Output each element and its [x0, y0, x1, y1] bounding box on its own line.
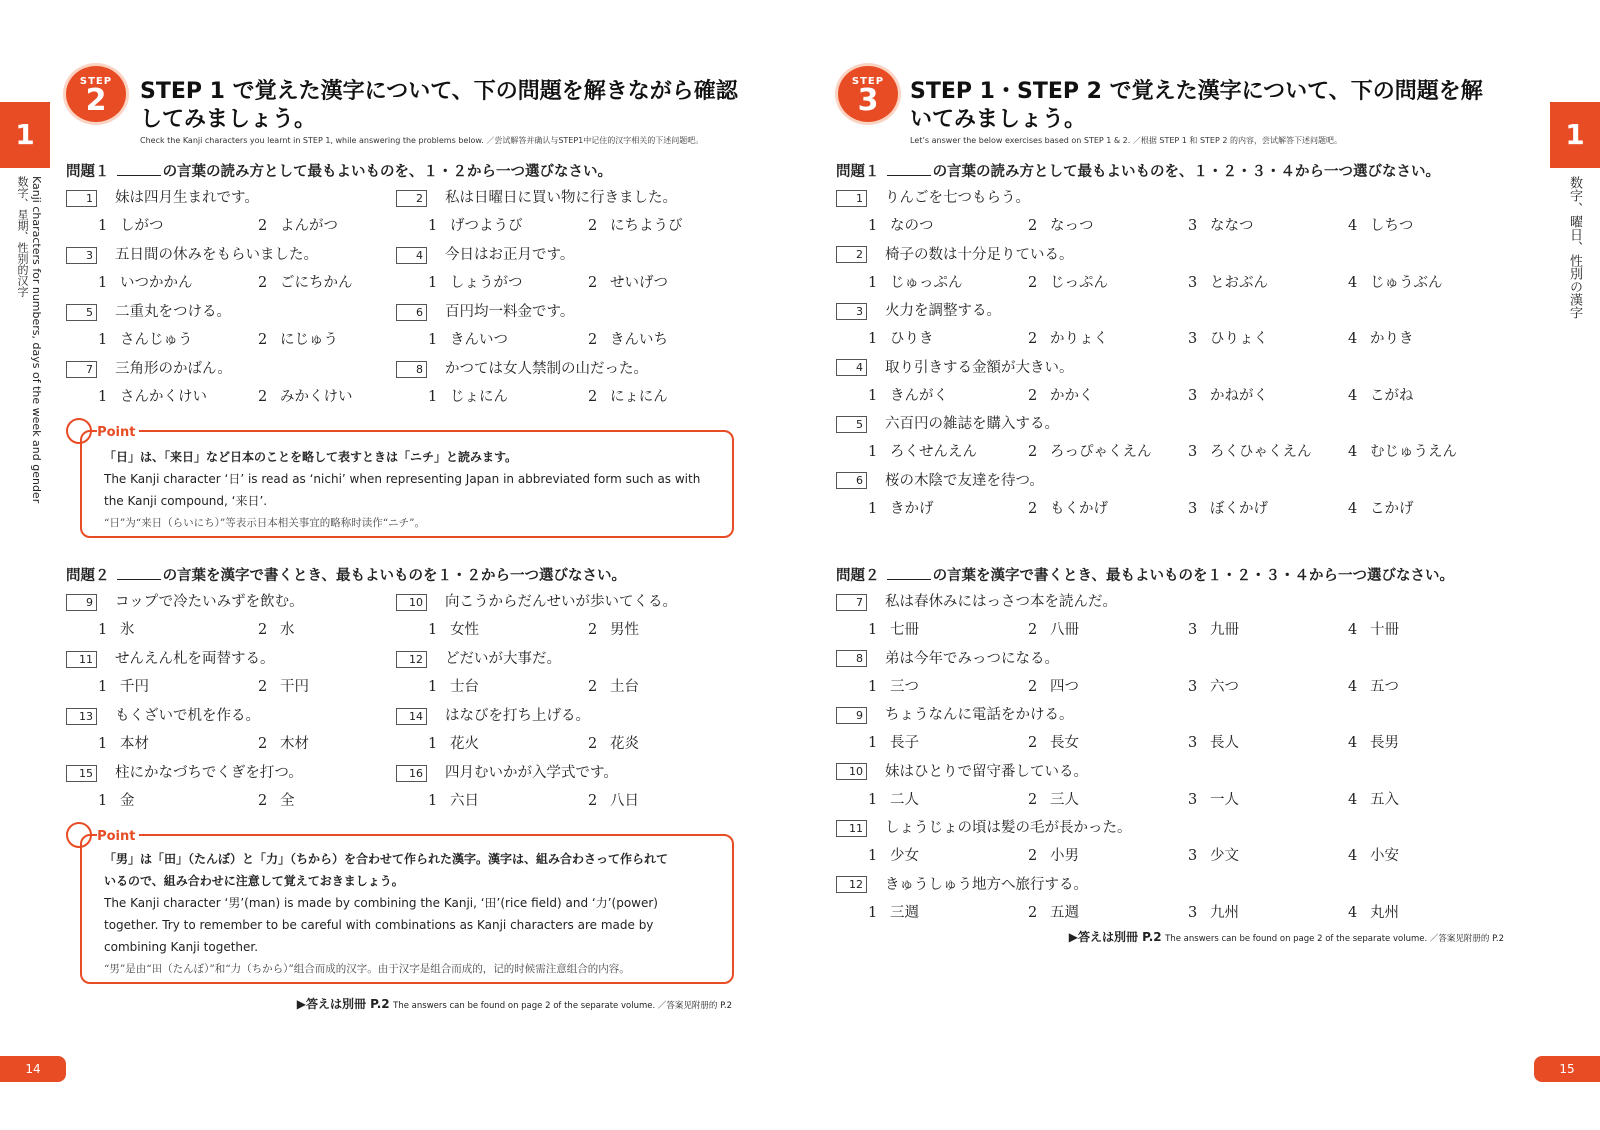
option-2: 2 にょにん [588, 389, 668, 405]
option-text: いつかかん [120, 275, 193, 291]
option-text: にょにん [610, 389, 668, 405]
option-text: きんいつ [450, 332, 508, 348]
option-1: 1 さんかくけい [98, 389, 207, 405]
question-item [396, 243, 574, 264]
option-text: 八日 [610, 793, 639, 809]
option-2: 2 せいげつ [588, 275, 668, 291]
option-3: 3 かねがく [1188, 387, 1268, 404]
question-number: 11 [836, 820, 867, 837]
option-2: 2 よんがつ [258, 218, 338, 234]
question-number: 6 [836, 472, 867, 489]
option-4: 4 こかげ [1348, 500, 1414, 517]
option-2: 2 水 [258, 622, 295, 638]
option-2: 2 八日 [588, 793, 639, 809]
option-1: 1 六日 [428, 793, 479, 809]
option-2: 2 もくかげ [1028, 500, 1108, 517]
question-item [836, 760, 1088, 781]
page-subtitle-right: Let’s answer the below exercises based on STEP 1 & 2. ／根据 STEP 1 和 STEP 2 的内容，尝试解答下述问题吧。 [910, 136, 1342, 145]
option-text: 丸州 [1370, 904, 1399, 921]
option-text: 干円 [280, 679, 309, 695]
answer-options [98, 675, 309, 696]
question-number: 1 [836, 190, 867, 207]
question-list-2 [66, 590, 746, 815]
question-number: 16 [396, 765, 427, 782]
option-1: 1 きんいつ [428, 332, 508, 348]
question-sentence: もくざいで机を作る。 [115, 708, 260, 724]
question-sentence: はなびを打ち上げる。 [445, 708, 590, 724]
option-2: 2 全 [258, 793, 295, 809]
question-sentence: 二重丸をつける。 [115, 304, 231, 320]
option-text: ななつ [1210, 218, 1254, 234]
question-sentence: 百円均一料金です。 [445, 304, 575, 320]
question-sentence: 火力を調整する。 [885, 303, 1001, 319]
option-text: 女性 [450, 622, 479, 638]
option-text: しがつ [120, 218, 164, 234]
answer-options [98, 789, 295, 810]
question-number: 2 [396, 190, 427, 207]
question-sentence: 私は春休みにはっさつ本を読んだ。 [885, 594, 1117, 610]
option-text: 小男 [1050, 848, 1079, 864]
option-text: じゅっぷん [890, 274, 963, 291]
option-text: さんかくけい [120, 389, 207, 405]
question-number: 10 [396, 594, 427, 611]
option-2: 2 ろっぴゃくえん [1028, 444, 1152, 460]
question-sentence: きゅうしゅう地方へ旅行する。 [885, 876, 1088, 893]
option-text: 木材 [280, 736, 309, 752]
step-badge: STEP 2 [66, 66, 126, 122]
question-item [66, 186, 259, 207]
option-1: 1 金 [98, 793, 135, 809]
question-item [66, 647, 275, 668]
option-2: 2 長女 [1028, 735, 1079, 751]
question-item [836, 590, 1117, 611]
option-text: かりょく [1050, 331, 1108, 347]
option-1: 1 三週 [868, 904, 919, 921]
chapter-tab: 1 [0, 102, 50, 168]
question-item [396, 647, 561, 668]
option-4: 4 丸州 [1348, 904, 1399, 921]
option-2: 2 八冊 [1028, 622, 1079, 638]
question-item [66, 243, 318, 264]
option-text: じゅうぶん [1370, 274, 1443, 291]
point-badge-1: Point [66, 418, 139, 444]
question-number: 3 [66, 247, 97, 264]
question-sentence: 椅子の数は十分足りている。 [885, 246, 1074, 263]
answer-options [428, 385, 668, 406]
option-text: ひりき [890, 331, 934, 347]
option-text: 五つ [1370, 678, 1399, 695]
step-badge: STEP 3 [838, 66, 898, 122]
question-number: 12 [396, 651, 427, 668]
option-1: 1 きかげ [868, 500, 934, 517]
option-text: 三つ [890, 678, 919, 695]
option-1: 1 長子 [868, 735, 919, 751]
option-1: 1 少女 [868, 848, 919, 864]
question-item [836, 816, 1132, 837]
option-text: よんがつ [280, 218, 338, 234]
question-number: 11 [66, 651, 97, 668]
option-text: 長女 [1050, 735, 1079, 751]
question-number: 5 [836, 416, 867, 433]
option-2: 2 きんいち [588, 332, 668, 348]
question-sentence: 妹は四月生まれです。 [115, 190, 259, 206]
page-number-left: 14 [0, 1056, 66, 1082]
option-4: 4 しちつ [1348, 218, 1414, 234]
option-4: 4 五つ [1348, 678, 1399, 695]
option-4: 4 むじゅうえん [1348, 444, 1457, 460]
option-2: 2 じっぷん [1028, 274, 1108, 291]
option-2: 2 干円 [258, 679, 309, 695]
option-text: とおぶん [1210, 274, 1268, 291]
option-text: 長子 [890, 735, 919, 751]
option-text: もくかげ [1050, 500, 1108, 517]
question-item [66, 300, 231, 321]
option-3: 3 ひりょく [1188, 331, 1268, 347]
question-item [66, 761, 303, 782]
question-sentence: 六百円の雑誌を購入する。 [885, 416, 1059, 432]
answer-options [428, 732, 639, 753]
option-text: 花炎 [610, 736, 639, 752]
question-number: 15 [66, 765, 97, 782]
question-list-4 [836, 590, 1516, 930]
question-number: 9 [66, 594, 97, 611]
option-text: 七冊 [890, 622, 919, 638]
option-1: 1 女性 [428, 622, 479, 638]
option-text: 千円 [120, 679, 149, 695]
point-text-2: 「男」は「田」（たんぼ）と「力」（ちから）を合わせて作られた漢字。漢字は、組み合わさって作られて いるので、組み合わせに注意して覚えておきましょう。 The Kanji character ‘男’(man) is made by combining the Kanji, ‘田’(rice field) and ‘力’(power) together. Try to remember to be careful with combinations as Kanji characters are made by combining Kanji together. “男”是由“田（たんぼ）”和“力（ちから）”组合而成的汉字。由于汉字是组合而成的，记的时候需注意组合的内容。 [104, 852, 669, 975]
option-text: 三週 [890, 904, 919, 921]
question-sentence: 四月むいかが入学式です。 [445, 765, 618, 781]
option-text: 六つ [1210, 678, 1239, 695]
question-number: 8 [396, 361, 427, 378]
answer-options [98, 618, 295, 639]
option-text: きんいち [610, 332, 668, 348]
option-text: さんじゅう [120, 332, 193, 348]
option-2: 2 男性 [588, 622, 639, 638]
question-sentence: 今日はお正月です。 [445, 247, 575, 263]
question-item [396, 300, 574, 321]
option-1: 1 七冊 [868, 622, 919, 638]
option-text: きかげ [890, 500, 934, 517]
option-text: 四つ [1050, 678, 1079, 695]
question-sentence: どだいが大事だ。 [445, 651, 561, 667]
option-text: 二人 [890, 791, 919, 808]
question-heading-1: 問題１ の言葉の読み方として最もよいものを、１・２から一つ選びなさい。 [66, 164, 613, 180]
option-text: 六日 [450, 793, 479, 809]
option-text: 九冊 [1210, 622, 1239, 638]
option-text: にじゅう [280, 332, 338, 348]
option-4: 4 小安 [1348, 848, 1399, 864]
option-3: 3 九州 [1188, 904, 1239, 921]
option-2: 2 にちようび [588, 218, 683, 234]
option-1: 1 げつようび [428, 218, 523, 234]
option-2: 2 小男 [1028, 848, 1079, 864]
option-text: じっぷん [1050, 274, 1108, 291]
option-text: ろっぴゃくえん [1050, 444, 1152, 460]
question-item [836, 356, 1074, 377]
option-1: 1 じゅっぷん [868, 274, 963, 291]
option-1: 1 ろくせんえん [868, 444, 977, 460]
question-item [836, 186, 1030, 207]
question-number: 2 [836, 246, 867, 263]
question-sentence: 三角形のかばん。 [115, 361, 232, 377]
question-item [396, 357, 648, 378]
question-sentence: 弟は今年でみっつになる。 [885, 650, 1059, 667]
option-text: ろくひゃくえん [1210, 444, 1312, 460]
option-1: 1 さんじゅう [98, 332, 193, 348]
option-text: むじゅうえん [1370, 444, 1457, 460]
question-number: 1 [66, 190, 97, 207]
option-text: にちようび [610, 218, 683, 234]
side-text-zh: 数字、星期、性别的汉字 [16, 176, 29, 297]
option-4: 4 じゅうぶん [1348, 274, 1443, 291]
option-text: 全 [280, 793, 295, 809]
question-item [66, 704, 260, 725]
question-item [836, 299, 1001, 320]
option-text: 八冊 [1050, 622, 1079, 638]
option-text: なっつ [1050, 218, 1094, 234]
option-4: 4 十冊 [1348, 622, 1399, 638]
option-1: 1 氷 [98, 622, 135, 638]
question-sentence: 取り引きする金額が大きい。 [885, 359, 1074, 376]
option-text: 水 [280, 622, 295, 638]
question-number: 10 [836, 763, 867, 780]
side-text-right: 数字、曜日、性別の漢字 [1567, 176, 1582, 319]
option-text: しょうがつ [450, 275, 523, 291]
option-text: 九州 [1210, 904, 1239, 921]
option-1: 1 きんがく [868, 387, 948, 404]
question-number: 5 [66, 304, 97, 321]
option-text: かねがく [1210, 387, 1268, 404]
option-text: 金 [120, 793, 135, 809]
question-item [396, 761, 618, 782]
option-text: 小安 [1370, 848, 1399, 864]
question-list-1 [66, 186, 746, 411]
question-number: 7 [66, 361, 97, 378]
answer-reference-left: ▶答えは別冊 P.2 The answers can be found on page 2 of the separate volume. ／答案见附册的 P.2 [296, 997, 732, 1011]
chapter-tab-right: 1 [1550, 102, 1600, 168]
question-heading-2: 問題２ の言葉を漢字で書くとき、最もよいものを１・２から一つ選びなさい。 [66, 568, 626, 584]
question-item [836, 703, 1074, 724]
option-2: 2 土台 [588, 679, 639, 695]
option-2: 2 みかくけい [258, 389, 353, 405]
answer-options [98, 385, 353, 406]
question-item [836, 469, 1044, 490]
question-item [836, 647, 1059, 668]
answer-options [98, 214, 338, 235]
option-text: せいげつ [610, 275, 668, 291]
question-number: 6 [396, 304, 427, 321]
option-text: 少女 [890, 848, 919, 864]
question-item [396, 704, 590, 725]
question-item [836, 873, 1088, 894]
option-text: ぼくかげ [1210, 500, 1268, 517]
question-sentence: 妹はひとりで留守番している。 [885, 763, 1088, 780]
question-sentence: コップで冷たいみずを飲む。 [115, 594, 304, 610]
question-number: 3 [836, 303, 867, 320]
option-text: 五週 [1050, 904, 1079, 921]
option-text: 長人 [1210, 735, 1239, 751]
question-sentence: せんえん札を両替する。 [115, 651, 275, 667]
option-text: 長男 [1370, 735, 1399, 751]
option-2: 2 五週 [1028, 904, 1079, 921]
option-text: ろくせんえん [890, 444, 977, 460]
option-2: 2 木材 [258, 736, 309, 752]
option-text: かかく [1050, 387, 1094, 404]
option-2: 2 なっつ [1028, 218, 1094, 234]
option-text: 本材 [120, 736, 149, 752]
option-1: 1 しょうがつ [428, 275, 523, 291]
answer-options [98, 732, 309, 753]
option-text: じょにん [450, 389, 508, 405]
option-3: 3 一人 [1188, 791, 1239, 808]
answer-options [428, 328, 668, 349]
answer-options [98, 271, 353, 292]
question-number: 4 [396, 247, 427, 264]
option-4: 4 かりき [1348, 331, 1414, 347]
question-sentence: 向こうからだんせいが歩いてくる。 [445, 594, 677, 610]
option-text: ひりょく [1210, 331, 1268, 347]
question-sentence: 私は日曜日に買い物に行きました。 [445, 190, 677, 206]
point-text-1: 「日」は、「来日」など日本のことを略して表すときは「ニチ」と読みます。 The Kanji character ‘日’ is read as ‘nichi’ when representing Japan in abbreviated form such as with the Kanji compound, ‘来日’. “日”为“来日（らいにち）”等表示日本相关事宜的略称时读作“ニチ”。 [104, 450, 701, 529]
question-list-3 [836, 186, 1516, 526]
question-heading-3: 問題１ の言葉の読み方として最もよいものを、１・２・３・４から一つ選びなさい。 [836, 164, 1441, 180]
question-number: 14 [396, 708, 427, 725]
answer-options [428, 214, 683, 235]
question-sentence: 五日間の休みをもらいました。 [115, 247, 318, 263]
answer-options [428, 618, 639, 639]
answer-options [98, 328, 338, 349]
option-text: こがね [1370, 387, 1414, 404]
option-3: 3 少文 [1188, 848, 1239, 864]
option-text: 三人 [1050, 791, 1079, 808]
option-text: 男性 [610, 622, 639, 638]
option-text: 士台 [450, 679, 479, 695]
option-1: 1 ひりき [868, 331, 934, 347]
question-item [66, 357, 232, 378]
question-number: 12 [836, 876, 867, 893]
option-text: 十冊 [1370, 622, 1399, 638]
answer-options [428, 675, 639, 696]
question-sentence: 桜の木陰で友達を待つ。 [885, 472, 1044, 489]
option-text: 花火 [450, 736, 479, 752]
page-title-right: STEP 1・STEP 2 で覚えた漢字について、下の問題を解 いてみましょう。 [910, 79, 1483, 132]
question-number: 7 [836, 594, 867, 611]
option-4: 4 こがね [1348, 387, 1414, 404]
option-text: 氷 [120, 622, 135, 638]
question-sentence: しょうじょの頃は髪の毛が長かった。 [885, 820, 1132, 836]
answer-options [428, 271, 668, 292]
option-text: ごにちかん [280, 275, 353, 291]
option-text: かりき [1370, 331, 1414, 347]
option-text: なのつ [890, 218, 934, 234]
question-item [836, 243, 1074, 264]
option-text: みかくけい [280, 389, 353, 405]
question-heading-4: 問題２ の言葉を漢字で書くとき、最もよいものを１・２・３・４から一つ選びなさい。 [836, 568, 1454, 584]
answer-options [428, 789, 639, 810]
question-sentence: りんごを七つもらう。 [885, 190, 1030, 206]
option-1: 1 士台 [428, 679, 479, 695]
option-2: 2 三人 [1028, 791, 1079, 808]
page-subtitle: Check the Kanji characters you learnt in STEP 1, while answering the problems below. ／尝试解答并确认与STEP1中记住的汉字相关的下述问题吧。 [140, 136, 704, 145]
option-1: 1 しがつ [98, 218, 164, 234]
option-1: 1 本材 [98, 736, 149, 752]
point-badge-2: Point [66, 822, 139, 848]
option-3: 3 ろくひゃくえん [1188, 444, 1312, 460]
question-number: 8 [836, 650, 867, 667]
question-item [836, 412, 1059, 433]
option-text: 土台 [610, 679, 639, 695]
option-3: 3 九冊 [1188, 622, 1239, 638]
option-3: 3 とおぶん [1188, 274, 1268, 291]
option-1: 1 三つ [868, 678, 919, 695]
question-number: 9 [836, 707, 867, 724]
option-2: 2 にじゅう [258, 332, 338, 348]
question-item [66, 590, 304, 611]
page-number-right: 15 [1534, 1056, 1600, 1082]
question-sentence: ちょうなんに電話をかける。 [885, 707, 1074, 723]
option-text: 少文 [1210, 848, 1239, 864]
page-title: STEP 1 で覚えた漢字について、下の問題を解きながら確認 してみましょう。 [140, 79, 738, 132]
option-text: 五入 [1370, 791, 1399, 808]
option-3: 3 長人 [1188, 735, 1239, 751]
option-4: 4 長男 [1348, 735, 1399, 751]
option-3: 3 六つ [1188, 678, 1239, 695]
option-2: 2 花炎 [588, 736, 639, 752]
question-number: 4 [836, 359, 867, 376]
side-text-en: Kanji characters for numbers, days of the week and gender [30, 176, 43, 504]
option-1: 1 なのつ [868, 218, 934, 234]
option-1: 1 千円 [98, 679, 149, 695]
option-2: 2 四つ [1028, 678, 1079, 695]
option-1: 1 花火 [428, 736, 479, 752]
question-item [396, 590, 677, 611]
option-text: しちつ [1370, 218, 1414, 234]
option-text: きんがく [890, 387, 948, 404]
option-4: 4 五入 [1348, 791, 1399, 808]
question-number: 13 [66, 708, 97, 725]
option-text: 一人 [1210, 791, 1239, 808]
option-3: 3 ななつ [1188, 218, 1254, 234]
option-text: こかげ [1370, 500, 1414, 517]
option-2: 2 かかく [1028, 387, 1094, 404]
question-item [396, 186, 677, 207]
option-2: 2 ごにちかん [258, 275, 353, 291]
answer-reference-right: ▶答えは別冊 P.2 The answers can be found on page 2 of the separate volume. ／答案见附册的 P.2 [1068, 930, 1504, 944]
option-3: 3 ぼくかげ [1188, 500, 1268, 517]
option-1: 1 いつかかん [98, 275, 193, 291]
option-2: 2 かりょく [1028, 331, 1108, 347]
option-1: 1 二人 [868, 791, 919, 808]
question-sentence: 柱にかなづちでくぎを打つ。 [115, 765, 303, 781]
option-text: げつようび [450, 218, 523, 234]
question-sentence: かつては女人禁制の山だった。 [445, 361, 648, 377]
option-1: 1 じょにん [428, 389, 508, 405]
